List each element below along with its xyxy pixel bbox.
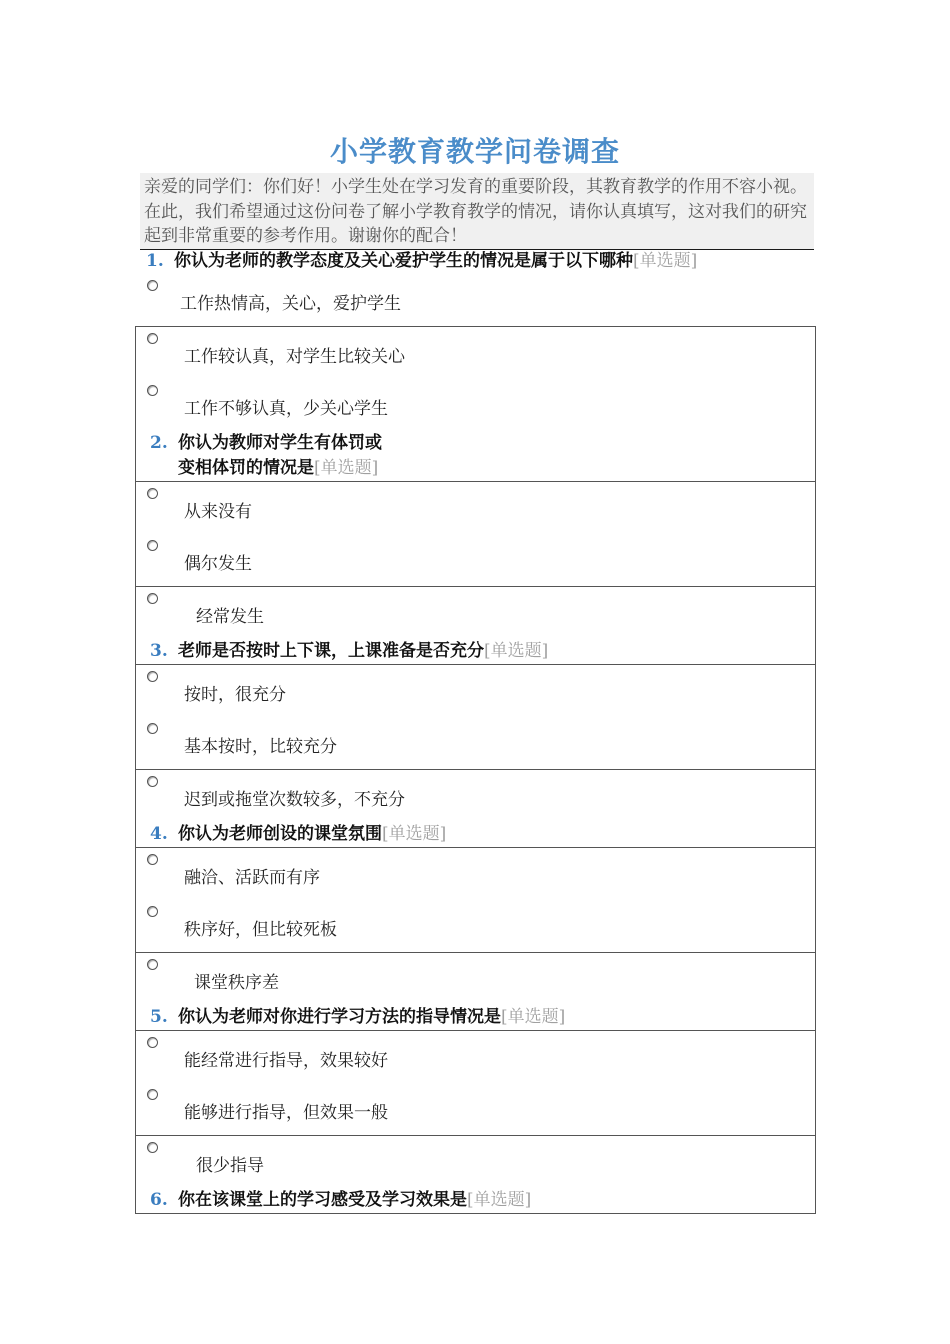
radio-q5-opt3[interactable] bbox=[147, 1142, 158, 1153]
question-type-tag: [单选题] bbox=[382, 824, 447, 844]
option-label: 迟到或拖堂次数较多，不充分 bbox=[184, 790, 405, 810]
question-text: 变相体罚的情况是 bbox=[178, 458, 314, 478]
radio-q4-opt1[interactable] bbox=[147, 854, 158, 865]
question-type-tag: [单选题] bbox=[314, 458, 379, 478]
question-2-line2 bbox=[178, 455, 378, 481]
option-label: 秩序好，但比较死板 bbox=[184, 920, 337, 940]
row-divider bbox=[135, 1030, 816, 1031]
question-4 bbox=[150, 821, 446, 847]
row-divider bbox=[135, 952, 816, 953]
option-label: 工作不够认真，少关心学生 bbox=[184, 399, 388, 419]
row-divider bbox=[135, 847, 816, 848]
question-3 bbox=[150, 638, 548, 664]
question-5 bbox=[150, 1004, 565, 1030]
question-type-tag: [单选题] bbox=[633, 251, 698, 271]
option-label: 从来没有 bbox=[184, 502, 252, 522]
radio-q3-opt3[interactable] bbox=[147, 776, 158, 787]
radio-q5-opt1[interactable] bbox=[147, 1037, 158, 1048]
option-label: 能经常进行指导，效果较好 bbox=[184, 1051, 388, 1071]
question-number: 2. bbox=[150, 433, 168, 453]
question-1 bbox=[146, 248, 697, 274]
radio-q1-opt3[interactable] bbox=[147, 385, 158, 396]
radio-q3-opt1[interactable] bbox=[147, 671, 158, 682]
question-text: 你认为教师对学生有体罚或 bbox=[178, 433, 382, 453]
question-number: 4. bbox=[150, 824, 168, 844]
option-label: 融洽、活跃而有序 bbox=[184, 868, 320, 888]
radio-q4-opt2[interactable] bbox=[147, 906, 158, 917]
question-text: 你认为老师创设的课堂氛围 bbox=[178, 824, 382, 844]
question-number: 1. bbox=[146, 251, 164, 271]
question-number: 3. bbox=[150, 641, 168, 661]
row-divider bbox=[135, 664, 816, 665]
page-title: 小学教育教学问卷调查 bbox=[329, 135, 620, 168]
row-divider bbox=[135, 481, 816, 482]
question-2 bbox=[150, 430, 382, 456]
intro-text: 亲爱的同学们：你们好！小学生处在学习发育的重要阶段，其教育教学的作用不容小视。在此，我们希望通过这份问卷了解小学教育教学的情况，请你认真填写，这对我们的研究起到非常重要的参考作用。谢谢你的配合！ bbox=[140, 173, 814, 250]
question-type-tag: [单选题] bbox=[501, 1007, 566, 1027]
option-label: 工作较认真，对学生比较关心 bbox=[184, 347, 405, 367]
question-text: 你认为老师的教学态度及关心爱护学生的情况是属于以下哪种 bbox=[174, 251, 633, 271]
radio-q2-opt1[interactable] bbox=[147, 488, 158, 499]
question-text: 你认为老师对你进行学习方法的指导情况是 bbox=[178, 1007, 501, 1027]
option-label: 课堂秩序差 bbox=[194, 973, 279, 993]
question-type-tag: [单选题] bbox=[467, 1190, 532, 1210]
option-label: 按时，很充分 bbox=[184, 685, 286, 705]
radio-q1-opt1[interactable] bbox=[147, 280, 158, 291]
radio-q4-opt3[interactable] bbox=[147, 959, 158, 970]
radio-q2-opt2[interactable] bbox=[147, 540, 158, 551]
radio-q2-opt3[interactable] bbox=[147, 593, 158, 604]
option-label: 工作热情高，关心，爱护学生 bbox=[180, 294, 401, 314]
option-label: 经常发生 bbox=[196, 607, 264, 627]
question-text: 你在该课堂上的学习感受及学习效果是 bbox=[178, 1190, 467, 1210]
question-number: 6. bbox=[150, 1190, 168, 1210]
question-type-tag: [单选题] bbox=[484, 641, 549, 661]
question-6 bbox=[150, 1187, 531, 1213]
row-divider bbox=[135, 769, 816, 770]
question-number: 5. bbox=[150, 1007, 168, 1027]
radio-q5-opt2[interactable] bbox=[147, 1089, 158, 1100]
row-divider bbox=[135, 586, 816, 587]
option-label: 很少指导 bbox=[196, 1156, 264, 1176]
option-label: 基本按时，比较充分 bbox=[184, 737, 337, 757]
radio-q3-opt2[interactable] bbox=[147, 723, 158, 734]
option-label: 能够进行指导，但效果一般 bbox=[184, 1103, 388, 1123]
row-divider bbox=[135, 1135, 816, 1136]
option-label: 偶尔发生 bbox=[184, 554, 252, 574]
question-text: 老师是否按时上下课，上课准备是否充分 bbox=[178, 641, 484, 661]
radio-q1-opt2[interactable] bbox=[147, 333, 158, 344]
